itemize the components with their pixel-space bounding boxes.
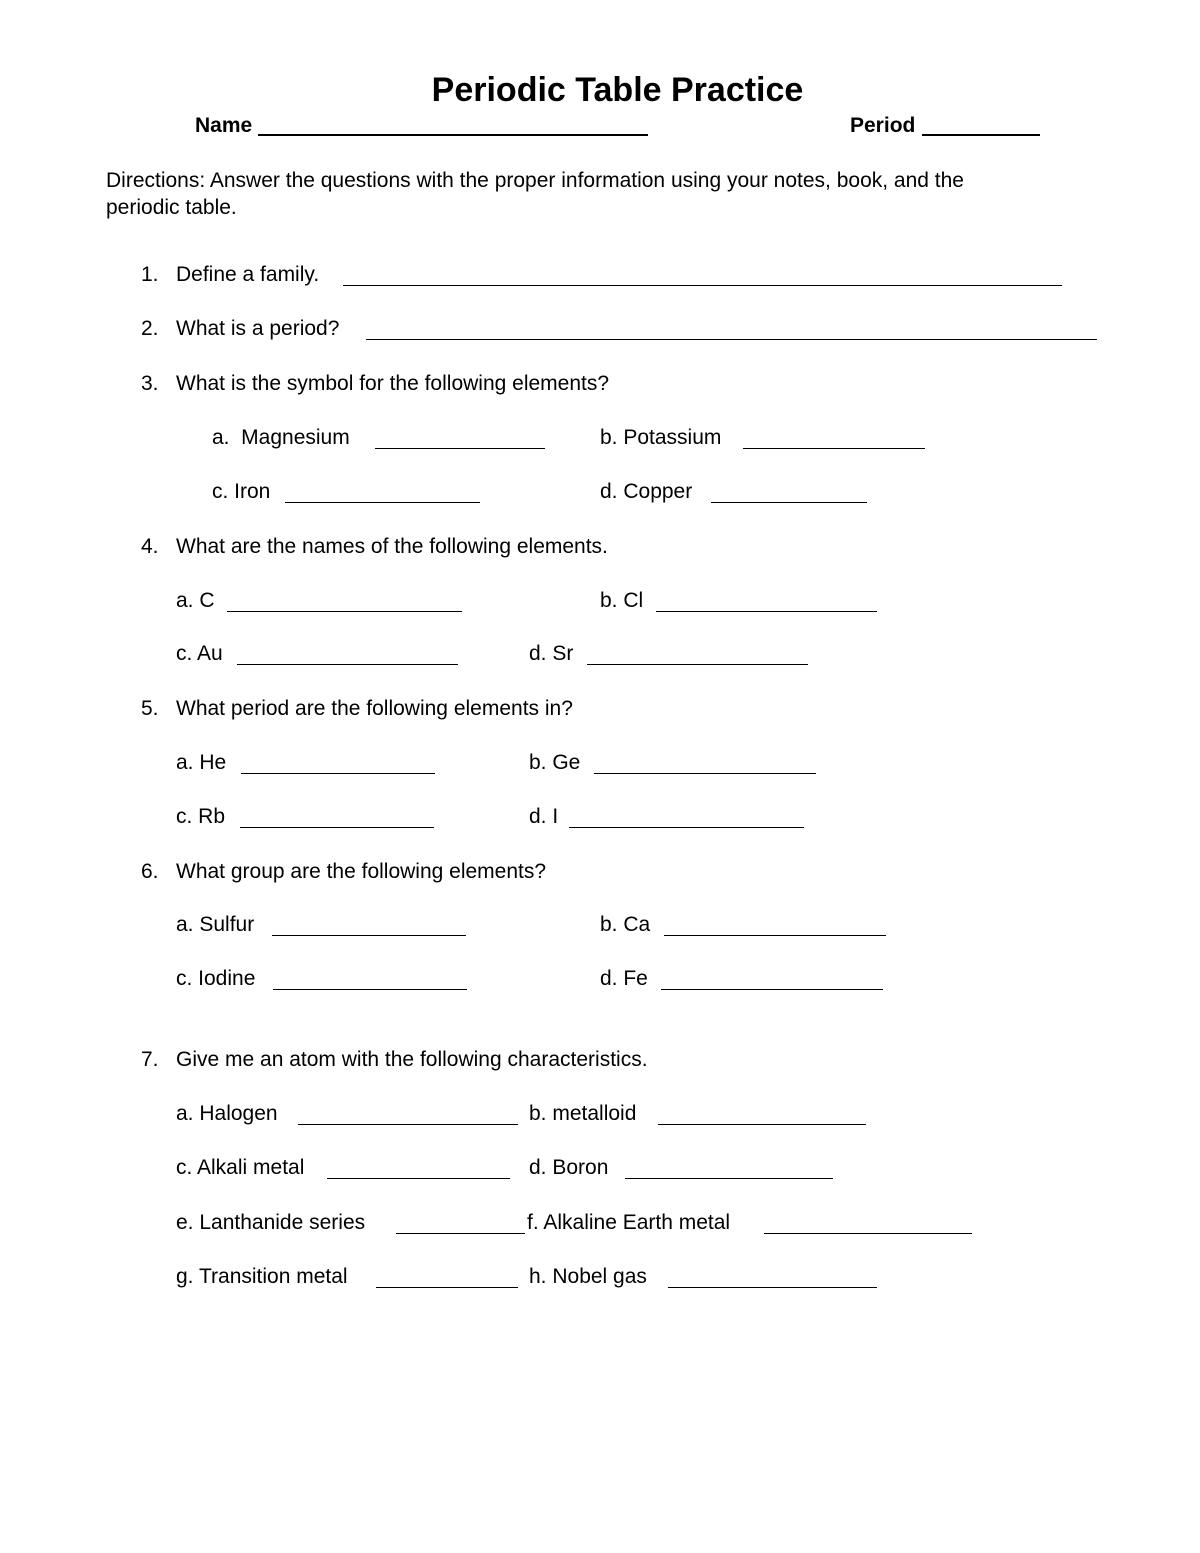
answer-blank[interactable] — [343, 285, 1062, 286]
answer-blank[interactable] — [240, 827, 434, 828]
answer-blank[interactable] — [327, 1178, 510, 1179]
sub-item: g. Transition metal — [176, 1265, 348, 1288]
question-number: 3. — [141, 372, 159, 395]
answer-blank[interactable] — [743, 448, 925, 449]
answer-blank[interactable] — [625, 1178, 833, 1179]
answer-blank[interactable] — [764, 1233, 972, 1234]
page-title: Periodic Table Practice — [431, 71, 804, 109]
sub-item: b. Potassium — [600, 426, 722, 449]
question-number: 7. — [141, 1048, 159, 1071]
answer-blank[interactable] — [273, 989, 467, 990]
sub-item: b. Ca — [600, 913, 651, 936]
answer-blank[interactable] — [587, 664, 808, 665]
sub-item: a. He — [176, 751, 227, 774]
sub-item: b. metalloid — [529, 1102, 637, 1125]
answer-blank[interactable] — [664, 935, 886, 936]
answer-blank[interactable] — [285, 502, 480, 503]
answer-blank[interactable] — [366, 339, 1097, 340]
sub-item: c. Au — [176, 642, 223, 665]
sub-item: b. Ge — [529, 751, 581, 774]
question-text: What period are the following elements in? — [176, 697, 573, 720]
sub-item: f. Alkaline Earth metal — [527, 1211, 731, 1234]
question-number: 5. — [141, 697, 159, 720]
question-number: 1. — [141, 263, 159, 286]
answer-blank[interactable] — [298, 1124, 518, 1125]
question-text: What group are the following elements? — [176, 860, 547, 883]
sub-item: d. Boron — [529, 1156, 609, 1179]
answer-blank[interactable] — [376, 1287, 518, 1288]
answer-blank[interactable] — [241, 773, 435, 774]
directions-line-2: periodic table. — [106, 196, 237, 219]
sub-item: d. Fe — [600, 967, 648, 990]
question-text: What are the names of the following elements. — [176, 535, 608, 558]
answer-blank[interactable] — [658, 1124, 866, 1125]
question-text: What is the symbol for the following elements? — [176, 372, 610, 395]
answer-blank[interactable] — [668, 1287, 877, 1288]
sub-item: c. Iodine — [176, 967, 256, 990]
sub-item: a. Sulfur — [176, 913, 255, 936]
question-text: Define a family. — [176, 263, 320, 286]
question-text: What is a period? — [176, 317, 340, 340]
sub-item: d. I — [529, 805, 559, 828]
sub-item: a. Magnesium — [212, 426, 350, 449]
question-number: 4. — [141, 535, 159, 558]
sub-item: d. Copper — [600, 480, 693, 503]
sub-item: a. C — [176, 589, 215, 612]
name-label: Name — [195, 114, 253, 137]
sub-item: h. Nobel gas — [529, 1265, 647, 1288]
sub-item: c. Iron — [212, 480, 271, 503]
sub-item: a. Halogen — [176, 1102, 278, 1125]
sub-item: e. Lanthanide series — [176, 1211, 366, 1234]
sub-item: c. Alkali metal — [176, 1156, 305, 1179]
question-number: 6. — [141, 860, 159, 883]
period-blank[interactable] — [922, 134, 1040, 136]
sub-item: c. Rb — [176, 805, 226, 828]
answer-blank[interactable] — [272, 935, 466, 936]
answer-blank[interactable] — [227, 611, 462, 612]
directions-line-1: Directions: Answer the questions with the proper information using your notes, book, and the — [106, 169, 964, 192]
period-label: Period — [850, 114, 916, 137]
question-text: Give me an atom with the following characteristics. — [176, 1048, 648, 1071]
answer-blank[interactable] — [375, 448, 545, 449]
answer-blank[interactable] — [396, 1233, 525, 1234]
name-blank[interactable] — [258, 134, 648, 136]
answer-blank[interactable] — [661, 989, 883, 990]
answer-blank[interactable] — [569, 827, 804, 828]
answer-blank[interactable] — [237, 664, 458, 665]
sub-item: d. Sr — [529, 642, 574, 665]
answer-blank[interactable] — [594, 773, 816, 774]
question-number: 2. — [141, 317, 159, 340]
answer-blank[interactable] — [656, 611, 877, 612]
sub-item: b. Cl — [600, 589, 644, 612]
answer-blank[interactable] — [711, 502, 867, 503]
